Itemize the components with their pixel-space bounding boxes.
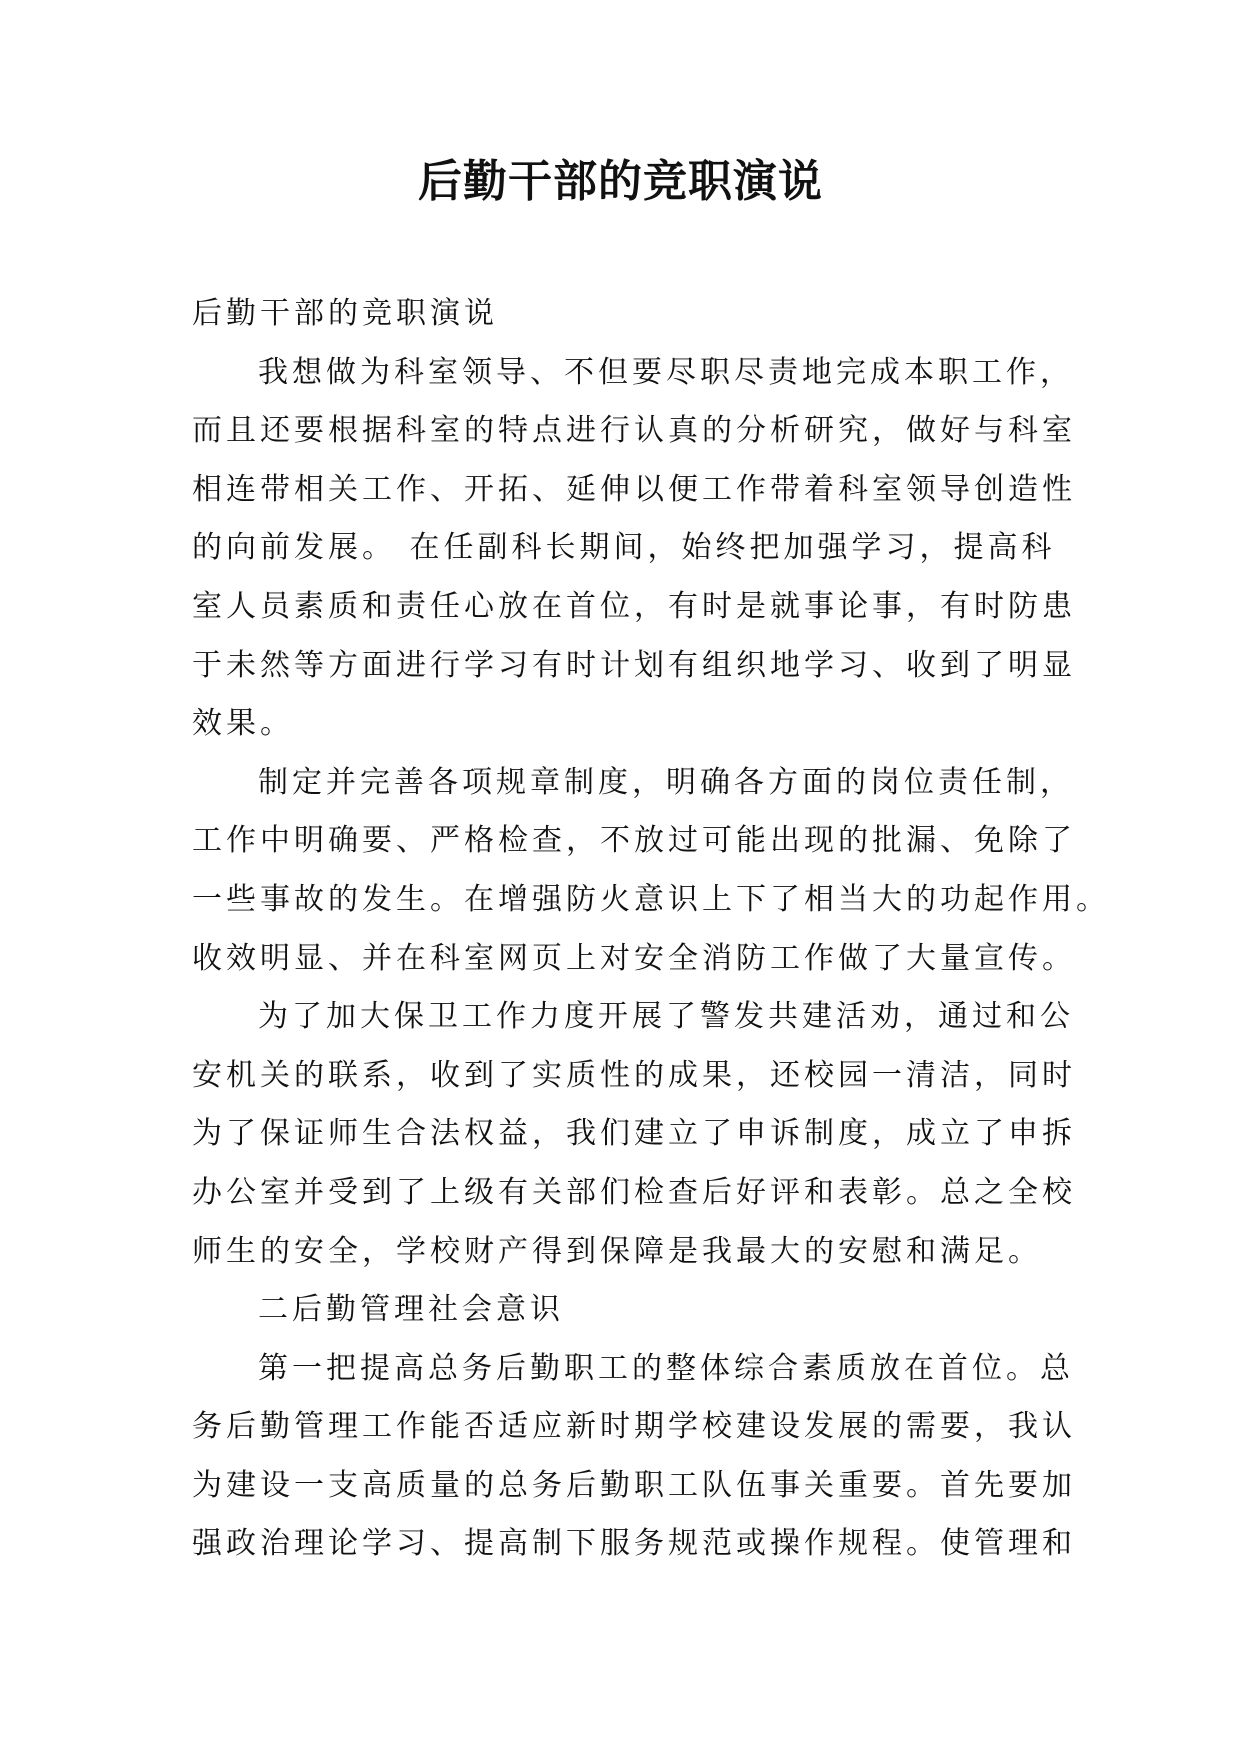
- text-line: 为了加大保卫工作力度开展了警发共建活劝，通过和公: [258, 999, 1074, 1035]
- text-line: 二后勤管理社会意识: [258, 1292, 564, 1328]
- text-line: 务后勤管理工作能否适应新时期学校建设发展的需要，我认: [192, 1409, 1076, 1445]
- text-line: 安机关的联系，收到了实质性的成果，还校园一清洁，同时: [192, 1057, 1076, 1093]
- paragraph-lines: [192, 344, 1110, 1574]
- text-line: 师生的安全，学校财产得到保障是我最大的安慰和满足。: [192, 1233, 1042, 1269]
- text-line: 一些事故的发生。在增强防火意识上下了相当大的功起作用。: [192, 881, 1110, 917]
- document-body: [192, 285, 1110, 1574]
- text-line: 第一把提高总务后勤职工的整体综合素质放在首位。总: [258, 1350, 1074, 1386]
- text-line: 效果。: [192, 706, 294, 742]
- text-line: 的向前发展。 在任副科长期间，始终把加强学习，提高科: [192, 530, 1056, 566]
- document-subtitle: 后勤干部的竞职演说: [192, 296, 498, 331]
- text-line: 收效明显、并在科室网页上对安全消防工作做了大量宣传。: [192, 940, 1076, 976]
- text-line: 为了保证师生合法权益，我们建立了申诉制度，成立了申拆: [192, 1116, 1076, 1152]
- text-line: 室人员素质和责任心放在首位，有时是就事论事，有时防患: [192, 588, 1076, 624]
- text-line: 办公室并受到了上级有关部们检查后好评和表彰。总之全校: [192, 1174, 1076, 1210]
- text-line: 为建设一支高质量的总务后勤职工队伍事关重要。首先要加: [192, 1467, 1076, 1503]
- text-line: 强政治理论学习、提高制下服务规范或操作规程。使管理和: [192, 1526, 1076, 1562]
- text-line: 而且还要根据科室的特点进行认真的分析研究，做好与科室: [192, 413, 1076, 449]
- document-title: 后勤干部的竞职演说: [418, 156, 823, 207]
- text-line: 相连带相关工作、开拓、延伸以便工作带着科室领导创造性: [192, 471, 1076, 507]
- text-line: 制定并完善各项规章制度，明确各方面的岗位责任制，: [258, 764, 1074, 800]
- text-line: 工作中明确要、严格检查，不放过可能出现的批漏、免除了: [192, 823, 1076, 859]
- text-line: 我想做为科室领导、不但要尽职尽责地完成本职工作，: [258, 354, 1074, 390]
- text-line: 于未然等方面进行学习有时计划有组织地学习、收到了明显: [192, 647, 1076, 683]
